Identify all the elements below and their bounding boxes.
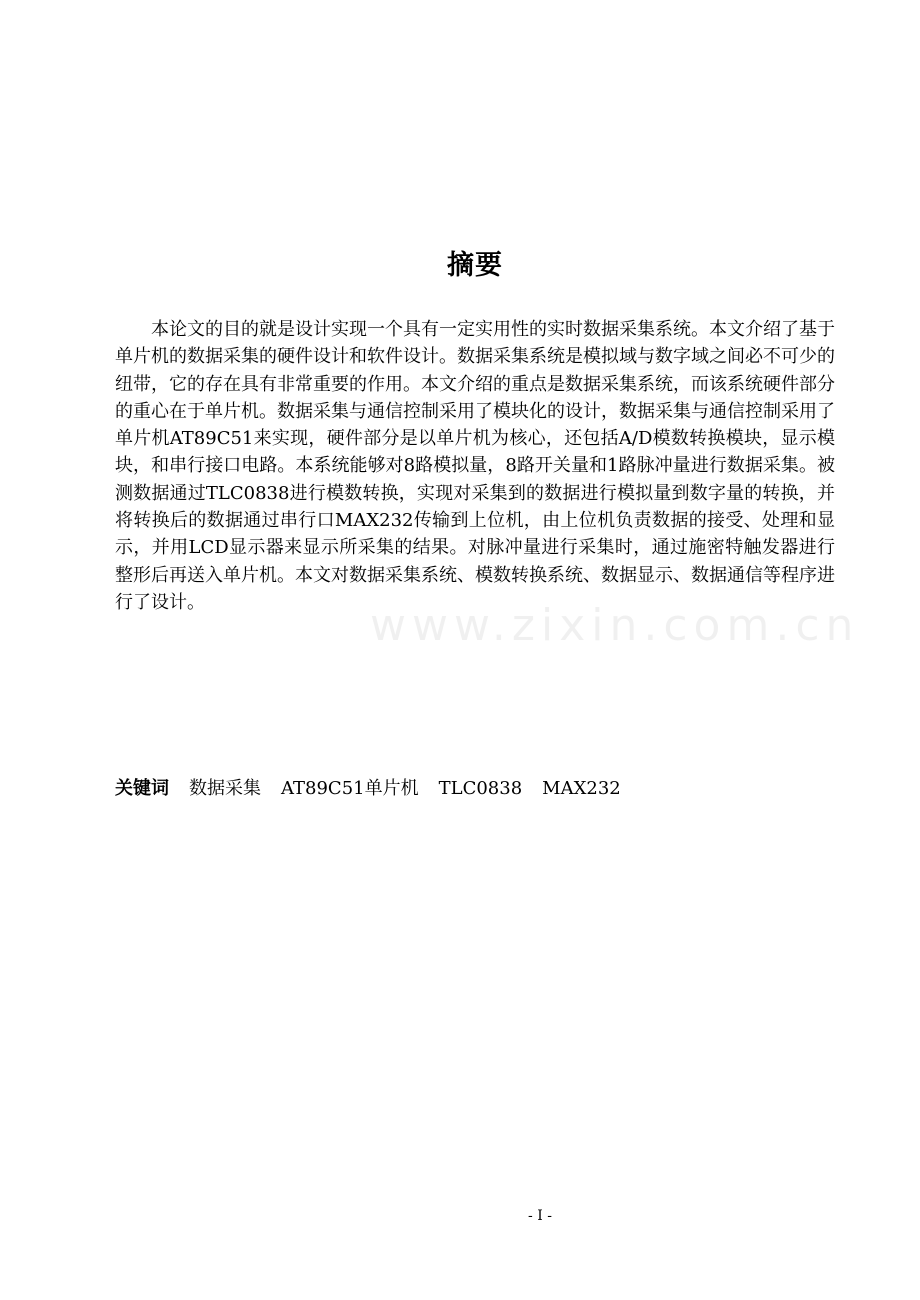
abstract-title: 摘要 xyxy=(447,250,503,281)
keyword-item: 数据采集 xyxy=(189,778,261,799)
keywords-line xyxy=(115,775,835,802)
abstract-body: 本论文的目的就是设计实现一个具有一定实用性的实时数据采集系统。本文介绍了基于单片机的数据采集的硬件设计和软件设计。数据采集系统是模拟域与数字域之间必不可少的纽带，它的存在具有非常重要的作用。本文介绍的重点是数据采集系统，而该系统硬件部分的重心在于单片机。数据采集与通信控制采用了模块化的设计，数据采集与通信控制采用了单片机AT89C51来实现，硬件部分是以单片机为核心，还包括A/D模数转换模块，显示模块，和串行接口电路。本系统能够对8路模拟量，8路开关量和1路脉冲量进行数据采集。被测数据通过TLC0838进行模数转换，实现对采集到的数据进行模拟量到数字量的转换，并将转换后的数据通过串行口MAX232传输到上位机，由上位机负责数据的接受、处理和显示，并用LCD显示器来显示所采集的结果。对脉冲量进行采集时，通过施密特触发器进行整形后再送入单片机。本文对数据采集系统、模数转换系统、数据显示、数据通信等程序进行了设计。 xyxy=(115,319,835,613)
keywords-label: 关键词 xyxy=(115,778,169,799)
keyword-item: AT89C51单片机 xyxy=(281,778,419,799)
page-number: - I - xyxy=(528,1208,552,1224)
keyword-item: TLC0838 xyxy=(438,778,523,799)
watermark: www.zixin.com.cn xyxy=(370,600,860,651)
keyword-item: MAX232 xyxy=(542,778,621,799)
